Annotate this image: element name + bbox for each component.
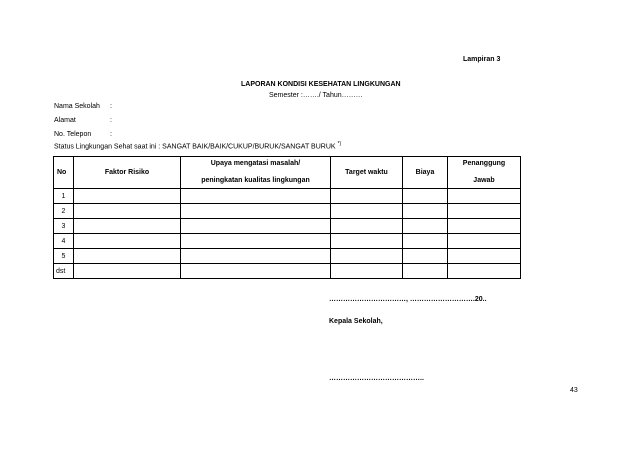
- header-faktor-risiko: Faktor Risiko: [74, 157, 181, 189]
- status-footnote-mark: *): [337, 141, 342, 147]
- table-row: [54, 234, 521, 249]
- status-line: [54, 141, 341, 150]
- table-row: [54, 249, 521, 264]
- table-cell: [448, 189, 521, 204]
- row-number: 1: [54, 189, 74, 204]
- table-cell: [403, 234, 448, 249]
- table-cell: [331, 219, 403, 234]
- table-cell: [181, 264, 331, 279]
- table-row: [54, 264, 521, 279]
- field-alamat-label: Alamat: [54, 117, 76, 124]
- table-cell: [331, 249, 403, 264]
- table-cell: [331, 189, 403, 204]
- table-cell: [403, 264, 448, 279]
- header-target-waktu: Target waktu: [331, 157, 403, 189]
- header-penanggung-line2: Jawab: [473, 177, 495, 184]
- row-number: 2: [54, 204, 74, 219]
- table-cell: [74, 234, 181, 249]
- table-cell: [181, 234, 331, 249]
- table-cell: [448, 264, 521, 279]
- row-number: dst: [54, 264, 74, 279]
- table-cell: [403, 219, 448, 234]
- table-cell: [331, 234, 403, 249]
- table-cell: [331, 264, 403, 279]
- table-cell: [448, 204, 521, 219]
- table-cell: [448, 234, 521, 249]
- table-cell: [403, 204, 448, 219]
- table-cell: [331, 204, 403, 219]
- row-number: 5: [54, 249, 74, 264]
- header-penanggung-line1: Penanggung: [462, 160, 506, 167]
- header-upaya: [181, 157, 331, 189]
- header-penanggung-jawab: [448, 157, 521, 189]
- lampiran-label: Lampiran 3: [463, 56, 501, 63]
- field-nama-sekolah-sep: :: [110, 103, 112, 110]
- table-cell: [74, 264, 181, 279]
- header-no: No: [54, 157, 74, 189]
- table-cell: [448, 219, 521, 234]
- table-cell: [403, 189, 448, 204]
- row-number: 4: [54, 234, 74, 249]
- signature-name-line: …………………………………..: [329, 375, 424, 382]
- table-row: [54, 219, 521, 234]
- table-cell: [74, 204, 181, 219]
- signature-place-date: ……………………………, ……………………….20..: [329, 296, 487, 303]
- field-nama-sekolah-label: Nama Sekolah: [54, 103, 100, 110]
- table-row: [54, 204, 521, 219]
- field-alamat-sep: :: [110, 117, 112, 124]
- field-telepon-label: No. Telepon: [54, 131, 92, 138]
- table-cell: [403, 249, 448, 264]
- table-cell: [448, 249, 521, 264]
- table-cell: [74, 219, 181, 234]
- page-title: LAPORAN KONDISI KESEHATAN LINGKUNGAN: [241, 81, 401, 88]
- header-biaya: Biaya: [403, 157, 448, 189]
- signature-role: Kepala Sekolah,: [329, 318, 383, 325]
- table-row: [54, 189, 521, 204]
- table-cell: [181, 204, 331, 219]
- table-cell: [74, 189, 181, 204]
- table-cell: [181, 219, 331, 234]
- header-upaya-line2: peningkatan kualitas lingkungan: [201, 177, 310, 184]
- page-number: 43: [570, 387, 578, 394]
- risk-table: [53, 156, 521, 279]
- field-telepon-sep: :: [110, 131, 112, 138]
- table-cell: [181, 249, 331, 264]
- table-cell: [181, 189, 331, 204]
- status-text: Status Lingkungan Sehat saat ini : SANGAT BAIK/BAIK/CUKUP/BURUK/SANGAT BURUK: [54, 143, 336, 151]
- table-cell: [74, 249, 181, 264]
- row-number: 3: [54, 219, 74, 234]
- semester-line: Semester :……./ Tahun………: [269, 92, 363, 99]
- header-upaya-line1: Upaya mengatasi masalah/: [210, 160, 301, 167]
